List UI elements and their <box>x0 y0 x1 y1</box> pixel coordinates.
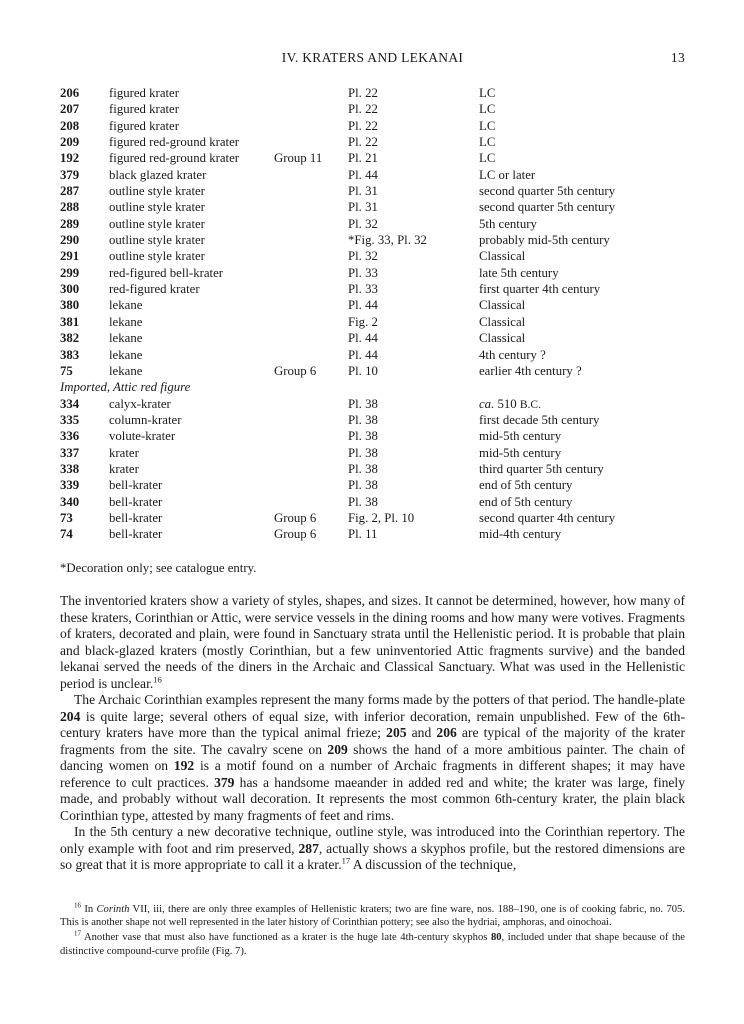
vessel-type: column-krater <box>109 412 182 427</box>
vessel-type: lekane <box>109 347 143 362</box>
catalogue-table <box>60 85 685 543</box>
table-row <box>60 118 685 134</box>
table-row <box>60 461 685 477</box>
date-value: second quarter 5th century <box>479 184 616 199</box>
catalogue-number: 289 <box>60 216 80 231</box>
vessel-type: outline style krater <box>109 249 205 264</box>
vessel-type: bell-krater <box>109 478 163 493</box>
footnote-ref: 16 <box>153 673 162 684</box>
body-text <box>60 593 685 874</box>
catalogue-number: 336 <box>60 429 80 444</box>
catalogue-number: 379 <box>60 167 80 182</box>
table-row <box>60 347 685 363</box>
date-value: Classical <box>479 331 526 346</box>
date-value: second quarter 4th century <box>479 510 616 525</box>
catalogue-number: 73 <box>60 510 73 525</box>
plate-reference: Fig. 2, Pl. 10 <box>348 510 415 525</box>
footnote-17: $^{17}$ Another vase that must also have functioned as a krater is the huge late 4th-century skyphos 80, included under that shape because of the distinctive compound-curve profile (Fig. 7). <box>60 929 685 957</box>
plate-reference: Pl. 38 <box>348 412 378 427</box>
table-row <box>60 412 685 428</box>
catalogue-number: 337 <box>60 445 80 460</box>
catalogue-number: 340 <box>60 494 80 509</box>
catalogue-number: 287 <box>60 184 80 199</box>
vessel-type: figured red-ground krater <box>109 135 240 150</box>
vessel-type: outline style krater <box>109 233 205 248</box>
catalogue-ref: 379 <box>214 774 235 790</box>
catalogue-number: 192 <box>60 151 80 166</box>
vessel-type: red-figured krater <box>109 282 200 297</box>
table-row <box>60 526 685 542</box>
date-value: late 5th century <box>479 265 559 280</box>
plate-reference: Pl. 32 <box>348 216 378 231</box>
paragraph-3: In the 5th century a new decorative technique, outline style, was introduced into the Corinthian repertory. The only example with foot and rim preserved, 287, actually shows a skyphos profile, but the restored dimensions are so great that it is more appropriate to call it a krater.$^{17}$ A discussion of the technique, <box>60 824 685 872</box>
group-label: Group 6 <box>274 510 317 525</box>
date-value: 5th century <box>479 216 537 231</box>
table-row <box>60 363 685 379</box>
vessel-type: lekane <box>109 314 143 329</box>
date-value: LC <box>479 135 496 150</box>
chapter-title: IV. KRATERS AND LEKANAI <box>281 50 464 65</box>
plate-reference: Pl. 38 <box>348 461 378 476</box>
catalogue-number: 381 <box>60 314 80 329</box>
vessel-type: bell-krater <box>109 527 163 542</box>
vessel-type: volute-krater <box>109 429 176 444</box>
catalogue-ref: 192 <box>173 758 195 773</box>
date-value: LC or later <box>479 167 536 182</box>
catalogue-number: 300 <box>60 282 80 297</box>
catalogue-number: 334 <box>60 396 80 411</box>
vessel-type: black glazed krater <box>109 167 207 182</box>
table-row <box>60 199 685 215</box>
date-value: probably mid-5th century <box>479 233 610 248</box>
date-value: LC <box>479 151 496 166</box>
catalogue-number: 207 <box>60 102 80 117</box>
vessel-type: outline style krater <box>109 200 205 215</box>
catalogue-ref: 205 <box>386 725 407 740</box>
catalogue-number: 288 <box>60 200 80 215</box>
plate-reference: *Fig. 33, Pl. 32 <box>348 233 427 248</box>
plate-reference: Pl. 22 <box>348 135 378 150</box>
plate-reference: Pl. 21 <box>348 151 378 166</box>
table-row <box>60 396 685 412</box>
date-value: ca. 510 B.C. <box>479 396 541 411</box>
date-value: mid-5th century <box>479 445 562 460</box>
table-row <box>60 445 685 461</box>
group-label: Group 6 <box>274 363 317 378</box>
catalogue-number: 338 <box>60 461 80 476</box>
catalogue-ref: 206 <box>436 725 457 740</box>
plate-reference: Pl. 44 <box>348 331 378 346</box>
running-header <box>60 50 685 70</box>
date-value: first decade 5th century <box>479 412 600 427</box>
plate-reference: Pl. 38 <box>348 396 378 411</box>
date-value: Classical <box>479 249 526 264</box>
date-value: first quarter 4th century <box>479 282 601 297</box>
table-row <box>60 297 685 313</box>
plate-reference: Pl. 22 <box>348 118 378 133</box>
plate-reference: Pl. 44 <box>348 298 378 313</box>
vessel-type: lekane <box>109 298 143 313</box>
vessel-type: krater <box>109 445 139 460</box>
plate-reference: Pl. 38 <box>348 494 378 509</box>
catalogue-number: 291 <box>60 249 80 264</box>
table-row <box>60 232 685 248</box>
catalogue-ref: 287 <box>298 840 319 856</box>
date-value: end of 5th century <box>479 494 573 509</box>
date-value: mid-5th century <box>479 429 562 444</box>
vessel-type: outline style krater <box>109 216 205 231</box>
vessel-type: bell-krater <box>109 510 163 525</box>
date-value: Classical <box>479 298 526 313</box>
plate-reference: Pl. 44 <box>348 167 378 182</box>
plate-reference: Pl. 33 <box>348 282 378 297</box>
table-row <box>60 494 685 510</box>
table-row <box>60 330 685 346</box>
plate-reference: Pl. 31 <box>348 200 378 215</box>
vessel-type: krater <box>109 461 139 476</box>
table-row <box>60 150 685 166</box>
vessel-type: figured krater <box>109 118 179 133</box>
catalogue-number: 339 <box>60 478 80 493</box>
date-value: Classical <box>479 314 526 329</box>
date-value: LC <box>479 86 496 100</box>
catalogue-number: 74 <box>60 527 73 542</box>
plate-reference: Fig. 2 <box>348 314 378 329</box>
table-row <box>60 477 685 493</box>
vessel-type: figured krater <box>109 102 179 117</box>
catalogue-ref: 209 <box>327 741 348 757</box>
table-row <box>60 167 685 183</box>
footnote-ref: 17 <box>341 855 351 866</box>
table-row <box>60 314 685 330</box>
plate-reference: Pl. 11 <box>348 527 378 542</box>
catalogue-number: 208 <box>60 118 80 133</box>
table-row <box>60 281 685 297</box>
group-label: Group 11 <box>274 151 323 166</box>
page-number: 13 <box>670 50 685 65</box>
catalogue-number: 335 <box>60 412 80 427</box>
plate-reference: Pl. 22 <box>348 86 378 100</box>
catalogue-number: 75 <box>60 363 73 378</box>
footnote-16: $^{16}$ In Corinth VII, iii, there are only three examples of Hellenistic kraters; two are fine ware, nos. 188–190, one is of cooking fabric, no. 705. This is another shape not well represented in the later history of Corinthian pottery; see also the hydriai, amphoras, and oinochoai. <box>60 901 686 929</box>
catalogue-ref: 204 <box>60 708 81 724</box>
plate-reference: Pl. 32 <box>348 249 378 264</box>
vessel-type: outline style krater <box>109 184 205 199</box>
plate-reference: Pl. 22 <box>348 102 378 117</box>
table-row <box>60 265 685 281</box>
vessel-type: figured red-ground krater <box>109 151 240 166</box>
catalogue-number: 380 <box>60 298 80 313</box>
section-heading: Imported, Attic red figure <box>60 380 191 395</box>
table-row <box>60 510 685 526</box>
table-footnote: *Decoration only; see catalogue entry. <box>60 561 257 575</box>
paragraph-2: The Archaic Corinthian examples represent the many forms made by the potters of that period. The handle-plate 204 is quite large; several others of equal size, with inferior decoration, remain unpublished. Few of the 6th-century kraters have more than the typical animal frieze; 205 and 206 are typical of the majority of the krater fragments from the site. The cavalry scene on 209 shows the hand of a more ambitious painter. The chain of dancing women on 192 is a motif found on a number of Archaic fragments in different shapes; it may have reference to cult practices. 379 has a handsome maeander in added red and white; the krater was large, finely made, and probably without wall decoration. It represents the most common 6th-century krater, the plain black Corinthian type, attested by many fragments of feet and rims. <box>60 692 685 823</box>
plate-reference: Pl. 10 <box>348 363 378 378</box>
date-value: LC <box>479 102 496 117</box>
catalogue-number: 383 <box>60 347 80 362</box>
catalogue-number: 290 <box>60 233 80 248</box>
plate-reference: Pl. 38 <box>348 429 378 444</box>
plate-reference: Pl. 38 <box>348 445 378 460</box>
table-row <box>60 248 685 264</box>
date-value: LC <box>479 118 496 133</box>
catalogue-number: 206 <box>60 86 80 100</box>
date-value: second quarter 5th century <box>479 200 616 215</box>
vessel-type: red-figured bell-krater <box>109 265 224 280</box>
table-row <box>60 134 685 150</box>
vessel-type: lekane <box>109 331 143 346</box>
plate-reference: Pl. 38 <box>348 478 378 493</box>
vessel-type: calyx-krater <box>109 396 171 411</box>
catalogue-number: 209 <box>60 135 80 150</box>
date-value: earlier 4th century ? <box>479 363 582 378</box>
vessel-type: figured krater <box>109 86 179 100</box>
vessel-type: lekane <box>109 363 143 378</box>
plate-reference: Pl. 33 <box>348 265 378 280</box>
table-row <box>60 216 685 232</box>
date-value: mid-4th century <box>479 527 562 542</box>
plate-reference: Pl. 31 <box>348 184 378 199</box>
vessel-type: bell-krater <box>109 494 163 509</box>
date-value: end of 5th century <box>479 478 573 493</box>
plate-reference: Pl. 44 <box>348 347 378 362</box>
table-row <box>60 85 685 101</box>
table-row <box>60 428 685 444</box>
group-label: Group 6 <box>274 527 317 542</box>
catalogue-number: 299 <box>60 265 80 280</box>
table-row <box>60 183 685 199</box>
table-row <box>60 101 685 117</box>
date-value: third quarter 5th century <box>479 461 604 476</box>
footnotes <box>60 903 685 960</box>
date-value: 4th century ? <box>479 347 546 362</box>
paragraph-1: The inventoried kraters show a variety of styles, shapes, and sizes. It cannot be determined, however, how many of these kraters, Corinthian or Attic, were service vessels in the dining rooms and how many were votives. Fragments of kraters, decorated and plain, were found in Sanctuary strata until the Hellenistic period. It is probable that plain and black-glazed kraters (mostly Corinthian, but a few uninventoried Attic fragments survive) and the banded lekanai served the needs of the diners in the Archaic and Classical Sanctuary. What was used in the Hellenistic period is unclear.$^{16}$ <box>60 593 685 691</box>
catalogue-number: 382 <box>60 331 80 346</box>
